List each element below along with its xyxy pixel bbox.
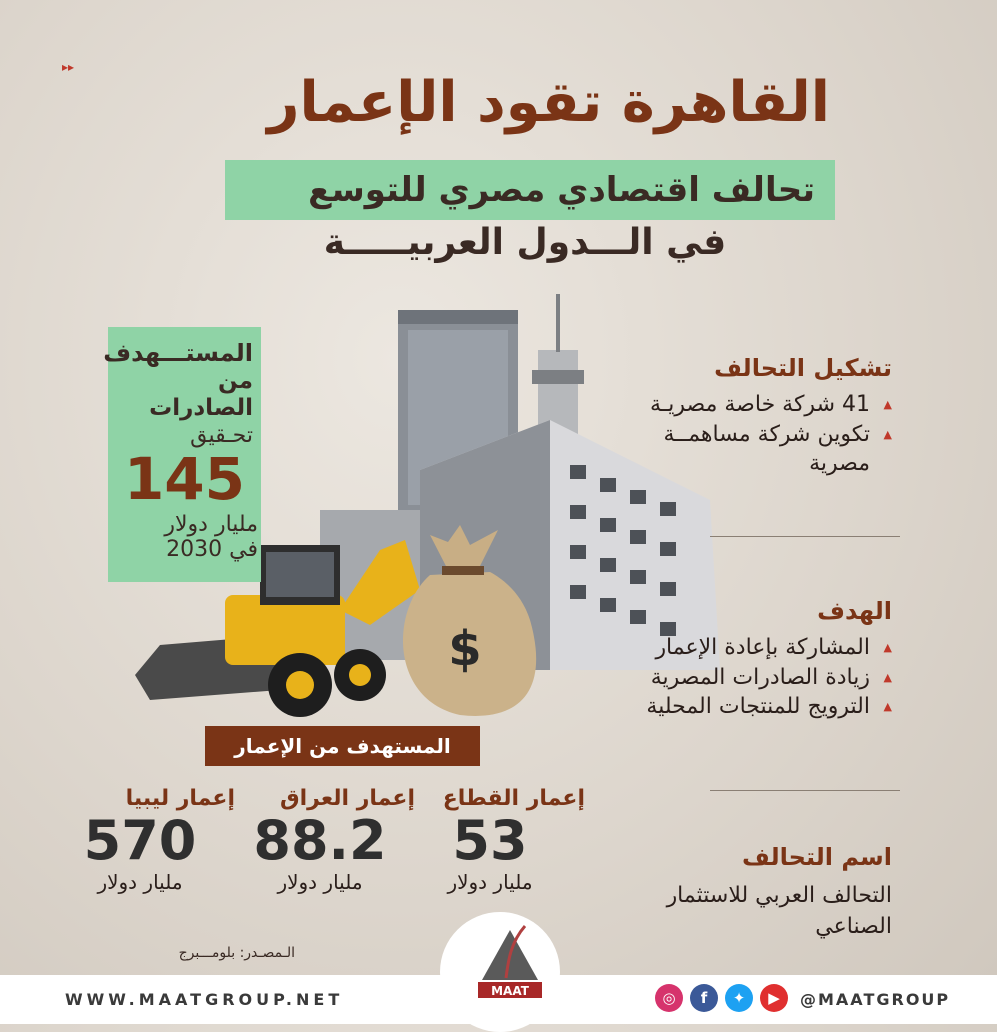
source-note: الـمصـدر: بلومـــبرج <box>178 945 295 961</box>
instagram-icon[interactable]: ◎ <box>655 984 683 1012</box>
stat-libya <box>45 786 235 894</box>
maat-logo[interactable] <box>470 918 550 1003</box>
stat-value: 88.2 <box>253 809 387 872</box>
triangle-bullet-icon: ▲ <box>883 700 892 714</box>
stat-label: إعمار القطاع <box>442 786 585 811</box>
exports-target-unit: مليار دولار <box>164 512 258 537</box>
list-item: ▲ زيادة الصادرات المصرية <box>650 664 892 690</box>
svg-text:$: $ <box>448 621 482 677</box>
page-title: القاهرة تقود الإعمار <box>267 70 830 135</box>
exports-target-heading: المستـــهدف <box>103 339 253 367</box>
section-title: الهدف <box>817 597 892 625</box>
reconstruction-banner: المستهدف من الإعمار <box>205 726 480 766</box>
triangle-bullet-icon: ▲ <box>883 427 892 441</box>
subtitle-line2: في الـــدول العربيـــــة <box>323 222 727 263</box>
divider <box>710 536 900 537</box>
exports-target-verb: تحـقيق <box>190 422 253 448</box>
list-item: ▲ المشاركة بإعادة الإعمار <box>655 635 892 660</box>
stat-value: 570 <box>83 809 197 872</box>
exports-target-value: 145 <box>123 444 246 513</box>
decorative-arrows: ▸▸ <box>62 60 75 74</box>
youtube-icon[interactable]: ▶ <box>760 984 788 1012</box>
list-item: ▲ تكوين شركة مساهمــة مصرية <box>663 421 892 477</box>
list-item: ▲ 41 شركة خاصة مصريـة <box>650 392 892 417</box>
website-link[interactable]: WWW.MAATGROUP.NET <box>65 990 344 1009</box>
section-goal <box>600 597 892 722</box>
triangle-bullet-icon: ▲ <box>883 398 892 411</box>
logo-text: MAAT <box>491 984 529 998</box>
stat-value: 53 <box>452 809 528 872</box>
section-title: اسم التحالف <box>742 843 892 871</box>
triangle-bullet-icon: ▲ <box>883 641 892 654</box>
stat-label: إعمار العراق <box>279 786 415 811</box>
alliance-name: التحالف العربي للاستثمار الصناعي <box>666 883 892 939</box>
stat-unit: مليار دولار <box>447 870 533 895</box>
section-alliance-name <box>600 843 892 943</box>
triangle-bullet-icon: ▲ <box>883 670 892 684</box>
section-formation <box>600 354 892 479</box>
section-title: تشكيل التحالف <box>714 354 892 382</box>
stat-unit: مليار دولار <box>97 870 183 895</box>
facebook-icon[interactable]: f <box>690 984 718 1012</box>
exports-target-footer <box>108 512 258 562</box>
exports-target-subheading: من الصادرات <box>149 367 253 422</box>
social-handle[interactable]: @MAATGROUP <box>800 990 951 1009</box>
subtitle-banner <box>225 160 835 220</box>
list-item: ▲ الترويج للمنتجات المحلية <box>646 694 892 720</box>
twitter-icon[interactable]: ✦ <box>725 984 753 1012</box>
divider <box>710 790 900 791</box>
stat-unit: مليار دولار <box>277 870 363 895</box>
subtitle-line1: تحالف اقتصادي مصري للتوسع <box>308 170 815 210</box>
exports-target-year: في 2030 <box>166 537 258 562</box>
stat-iraq <box>225 786 415 894</box>
stat-label: إعمار ليبيا <box>125 786 235 811</box>
stat-gaza <box>395 786 585 894</box>
